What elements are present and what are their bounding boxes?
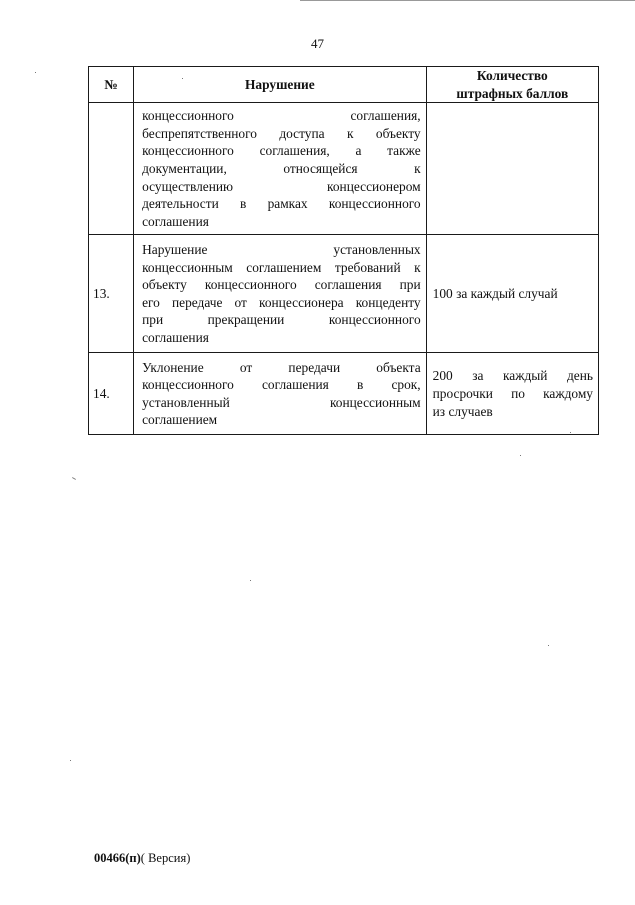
violation-text-line: его передаче от концессионера концеденту	[142, 294, 421, 310]
header-points-line1: Количество	[476, 68, 548, 83]
violation-text-line: беспрепятственного доступа к объекту	[142, 125, 421, 141]
violation-text-line: Уклонение от передачи объекта	[142, 359, 421, 375]
scan-speck	[548, 645, 549, 646]
points-cell	[426, 353, 598, 435]
document-code-number: 00466(п)	[94, 851, 141, 865]
violation-text-line: соглашения	[142, 330, 209, 346]
penalty-table	[88, 66, 599, 435]
violation-text-line: документации, относящейся к	[142, 160, 421, 176]
scan-speck	[570, 432, 571, 433]
page-number: 47	[311, 36, 324, 51]
violation-cell	[134, 353, 427, 435]
violation-text-line: осуществлению концессионером	[142, 178, 421, 194]
violation-text-line: соглашения	[142, 213, 209, 229]
document-code	[94, 851, 190, 866]
header-points-line2: штрафных баллов	[456, 85, 569, 101]
points-text-line: просрочки по каждому	[432, 386, 593, 402]
header-points	[426, 67, 598, 103]
violation-text-line: концессионного соглашения,	[142, 108, 421, 124]
document-code-suffix: ( Версия)	[140, 851, 191, 865]
scan-speck	[182, 78, 183, 79]
scan-speck	[70, 760, 71, 761]
violation-cell	[134, 103, 427, 235]
violation-text-line: установленный концессионным	[142, 394, 421, 410]
points-text-line: 200 за каждый день	[432, 368, 593, 384]
points-text-line: 100 за каждый случай	[432, 286, 558, 302]
table-body	[89, 103, 599, 435]
violation-text-line: концессионным соглашением требований к	[142, 259, 421, 275]
row-number: 13.	[89, 235, 134, 353]
violation-text-line: объекту концессионного соглашения при	[142, 277, 421, 293]
row-number	[89, 103, 134, 235]
table-header-row	[89, 67, 599, 103]
violation-text-line: соглашением	[142, 412, 218, 428]
points-text-line: из случаев	[432, 403, 493, 419]
violation-text-line: концессионного соглашения, а также	[142, 143, 421, 159]
violation-text-line: при прекращении концессионного	[142, 312, 421, 328]
points-cell	[426, 103, 598, 235]
violation-text-line: деятельности в рамках концессионного	[142, 196, 421, 212]
row-number: 14.	[89, 353, 134, 435]
scan-speck	[520, 455, 521, 456]
violation-cell	[134, 235, 427, 353]
scan-speck	[250, 580, 251, 581]
header-violation: Нарушение	[134, 67, 427, 103]
violation-text-line: Нарушение установленных	[142, 242, 421, 258]
table-row	[89, 103, 599, 235]
scan-speck	[35, 72, 36, 73]
scan-top-rule	[300, 0, 635, 1]
table-row	[89, 353, 599, 435]
points-cell	[426, 235, 598, 353]
scan-speck	[72, 477, 76, 480]
table-row	[89, 235, 599, 353]
violation-text-line: концессионного соглашения в срок,	[142, 377, 421, 393]
header-num: №	[89, 67, 134, 103]
